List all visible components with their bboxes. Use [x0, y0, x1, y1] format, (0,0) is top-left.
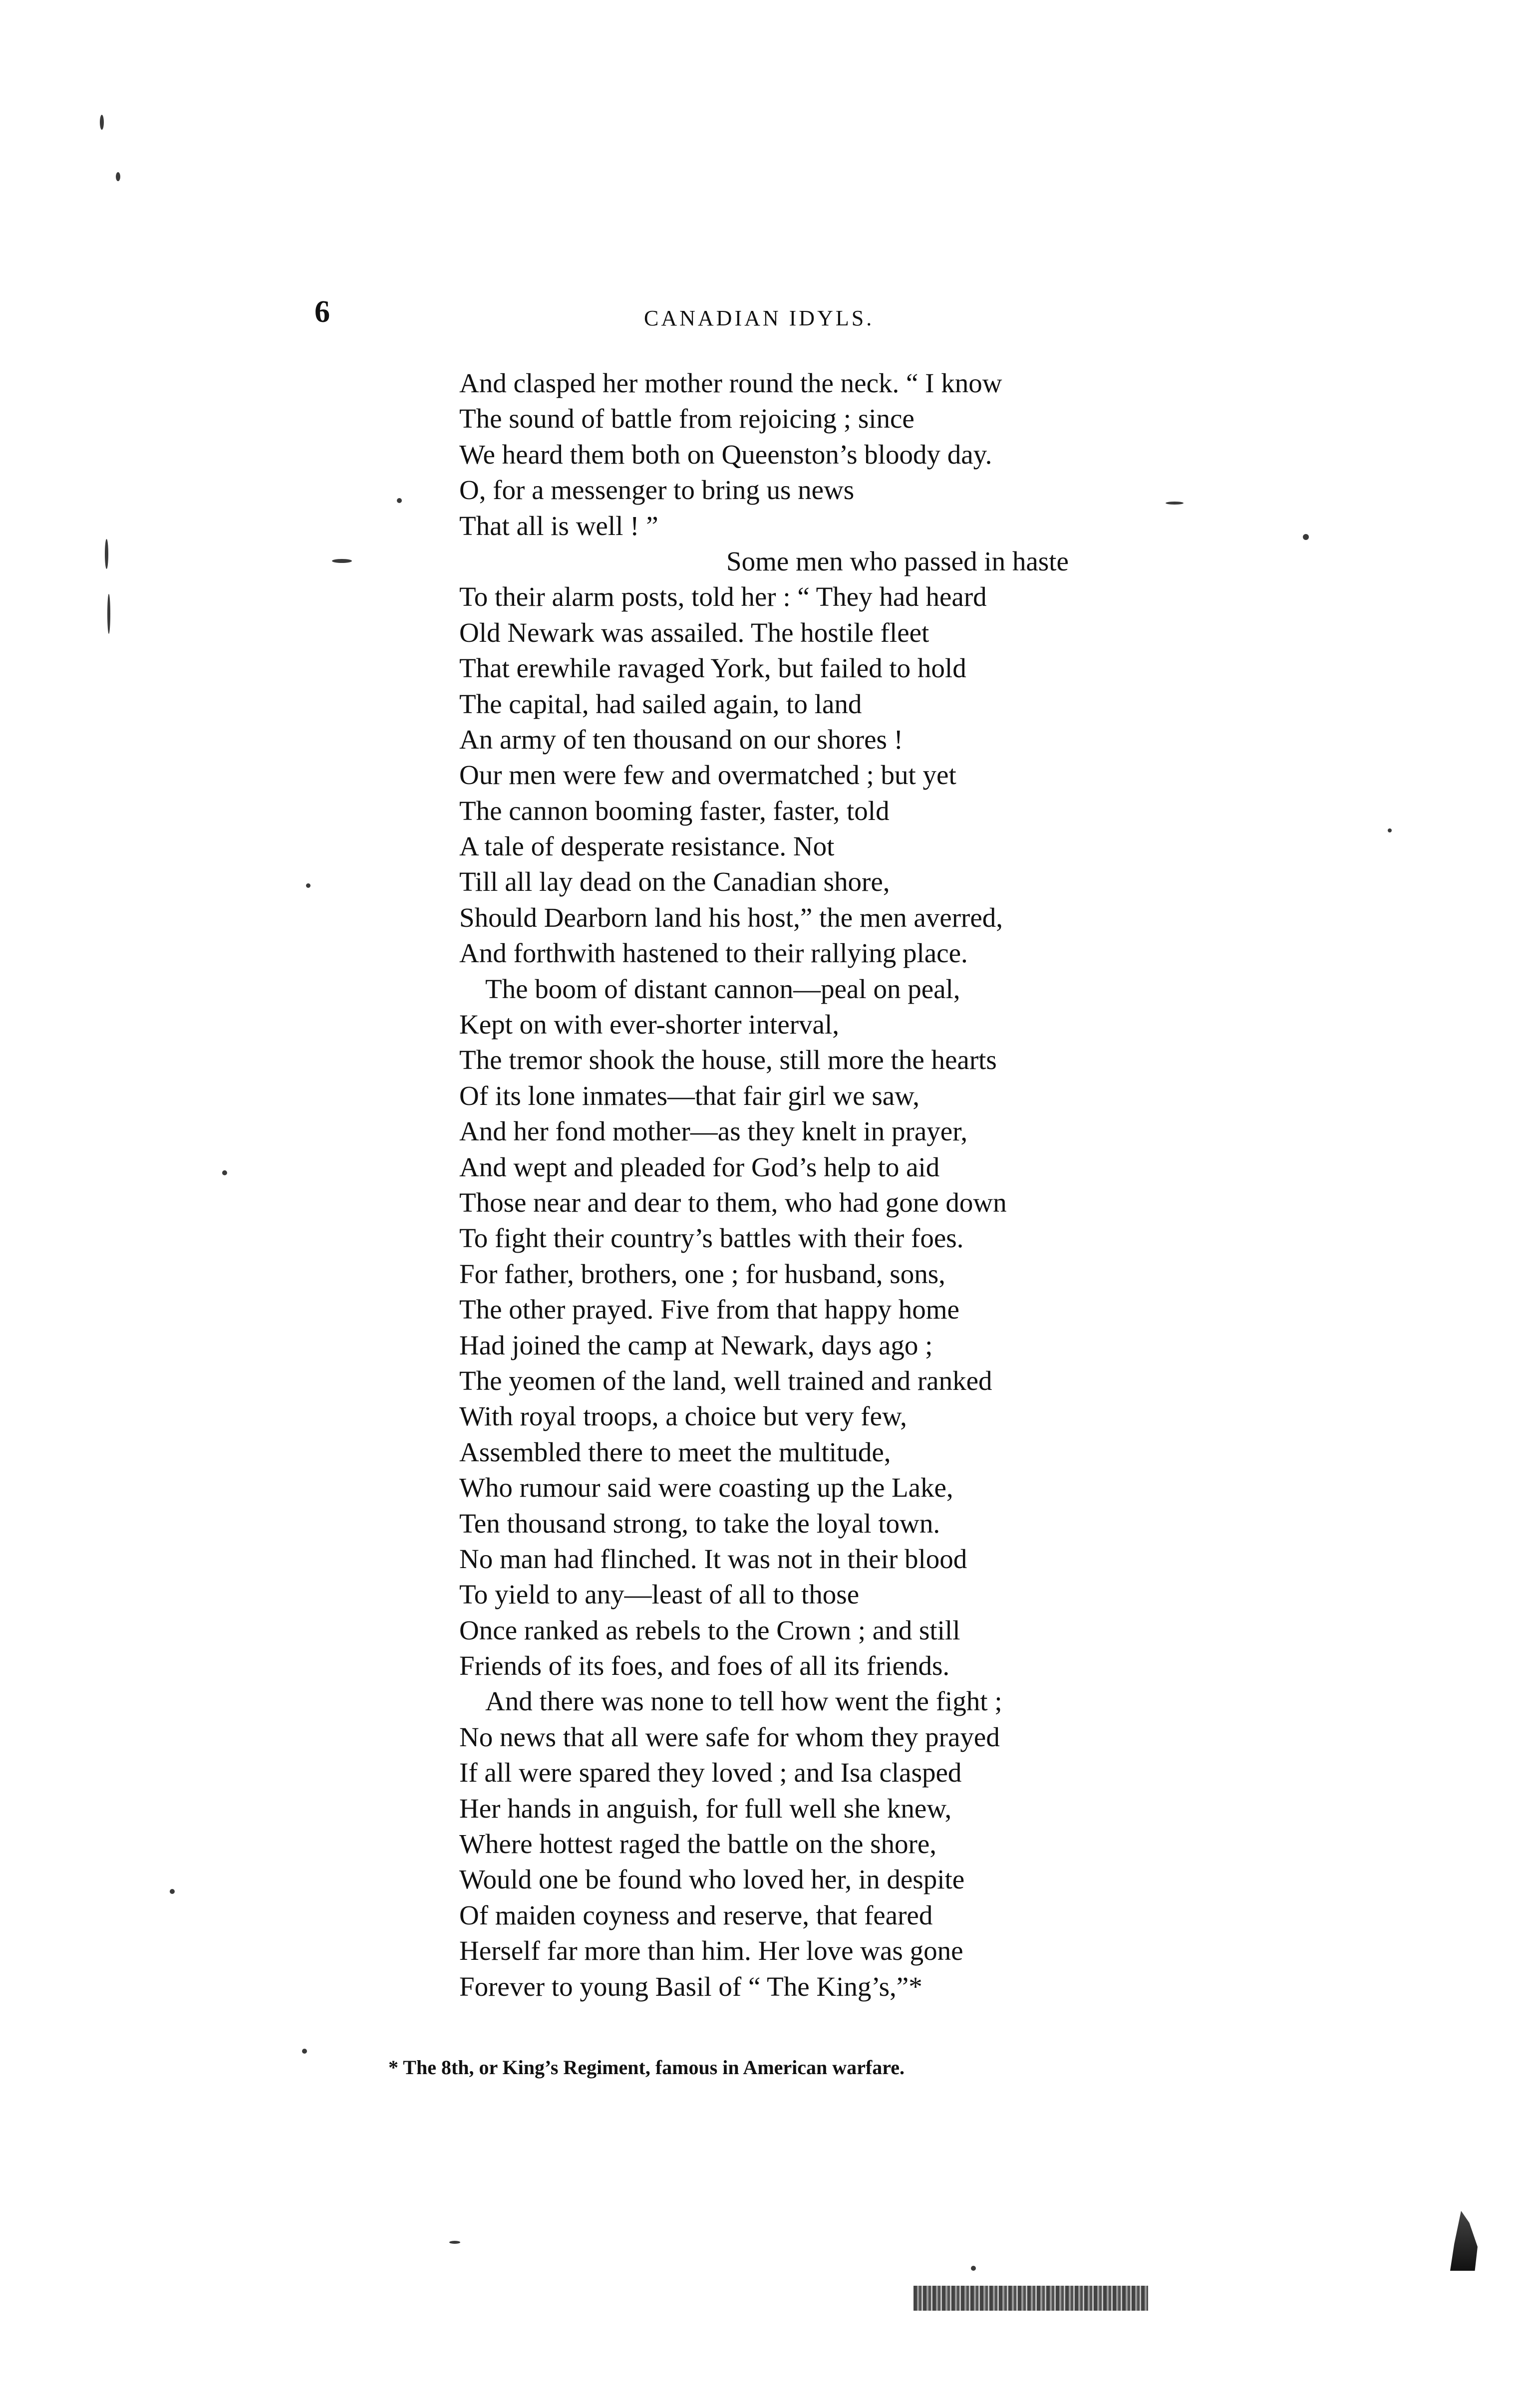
poem-line: For father, brothers, one ; for husband, sons,	[459, 1258, 945, 1289]
scan-speck	[306, 883, 310, 888]
scan-speck	[107, 594, 110, 634]
poem-line: Assembled there to meet the multitude,	[459, 1436, 891, 1467]
ink-smudge	[1450, 2211, 1478, 2271]
scan-speck	[449, 2241, 460, 2244]
scan-speck	[222, 1170, 227, 1175]
poem-line: No news that all were safe for whom they prayed	[459, 1721, 1000, 1752]
poem-line: Of maiden coyness and reserve, that feared	[459, 1899, 933, 1930]
poem-line: Should Dearborn land his host,” the men averred,	[459, 902, 1003, 933]
poem-line: Had joined the camp at Newark, days ago ;	[459, 1330, 933, 1360]
poem-line: And clasped her mother round the neck. “ I know	[459, 368, 1002, 398]
poem-line: Of its lone inmates—that fair girl we saw,	[459, 1080, 920, 1111]
scan-speck	[971, 2266, 976, 2271]
poem-line: The yeomen of the land, well trained and ranked	[459, 1365, 992, 1396]
poem-line: Where hottest raged the battle on the shore,	[459, 1829, 937, 1860]
poem-line: That all is well ! ”	[459, 510, 658, 541]
poem-line: We heard them both on Queenston’s bloody day.	[459, 439, 992, 470]
scan-speck	[1303, 534, 1309, 540]
poem-line: No man had flinched. It was not in their blood	[459, 1543, 967, 1574]
scan-speck	[105, 539, 108, 569]
poem-line: Ten thousand strong, to take the loyal town.	[459, 1508, 940, 1539]
scan-speck	[1388, 828, 1392, 832]
poem-line: Our men were few and overmatched ; but yet	[459, 760, 956, 791]
footnote: * The 8th, or King’s Regiment, famous in American warfare.	[388, 2056, 905, 2079]
poem-line: Some men who passed in haste	[726, 545, 1069, 576]
poem-line: With royal troops, a choice but very few,	[459, 1401, 907, 1432]
running-title: CANADIAN IDYLS.	[644, 306, 875, 330]
scan-speck	[170, 1889, 175, 1894]
poem-line: To their alarm posts, told her : “ They had heard	[459, 581, 987, 612]
scan-speck	[332, 559, 352, 563]
poem-line: The capital, had sailed again, to land	[459, 688, 862, 719]
poem-line: The boom of distant cannon—peal on peal,	[485, 973, 960, 1004]
poem-line: An army of ten thousand on our shores !	[459, 724, 903, 755]
poem-line: The cannon booming faster, faster, told	[459, 795, 890, 826]
poem-text	[459, 365, 1208, 2004]
poem-line: Who rumour said were coasting up the Lake,	[459, 1472, 953, 1503]
poem-line: And her fond mother—as they knelt in prayer,	[459, 1116, 968, 1147]
poem-line: A tale of desperate resistance. Not	[459, 831, 835, 862]
ink-blot	[914, 2286, 1148, 2311]
poem-line: Once ranked as rebels to the Crown ; and still	[459, 1614, 960, 1645]
poem-line: And forthwith hastened to their rallying place.	[459, 938, 968, 969]
poem-line: And there was none to tell how went the fight ;	[485, 1686, 1002, 1717]
poem-line: And wept and pleaded for God’s help to aid	[459, 1151, 940, 1182]
poem-line: Forever to young Basil of “ The King’s,”*	[459, 1971, 922, 2002]
scan-speck	[116, 172, 120, 181]
poem-line: The tremor shook the house, still more the hearts	[459, 1045, 997, 1075]
poem-line: Those near and dear to them, who had gone down	[459, 1187, 1007, 1218]
scan-speck	[302, 2049, 307, 2054]
poem-line: Till all lay dead on the Canadian shore,	[459, 866, 890, 897]
scan-speck	[1166, 502, 1184, 505]
scan-speck	[100, 115, 104, 130]
poem-line: If all were spared they loved ; and Isa clasped	[459, 1757, 962, 1788]
poem-line: The other prayed. Five from that happy home	[459, 1294, 959, 1325]
poem-line: To yield to any—least of all to those	[459, 1579, 860, 1610]
poem-line: Old Newark was assailed. The hostile fleet	[459, 617, 929, 648]
poem-line: To fight their country’s battles with their foes.	[459, 1223, 964, 1254]
poem-line: Would one be found who loved her, in despite	[459, 1864, 965, 1895]
poem-line: Her hands in anguish, for full well she knew,	[459, 1793, 952, 1824]
poem-line: O, for a messenger to bring us news	[459, 475, 855, 506]
scan-speck	[397, 498, 402, 503]
poem-line: Herself far more than him. Her love was gone	[459, 1935, 963, 1966]
poem-line: That erewhile ravaged York, but failed to hold	[459, 653, 966, 684]
poem-line: Kept on with ever-shorter interval,	[459, 1009, 840, 1040]
poem-line: The sound of battle from rejoicing ; since	[459, 403, 915, 434]
page-number: 6	[314, 295, 330, 329]
poem-line: Friends of its foes, and foes of all its friends.	[459, 1650, 950, 1681]
